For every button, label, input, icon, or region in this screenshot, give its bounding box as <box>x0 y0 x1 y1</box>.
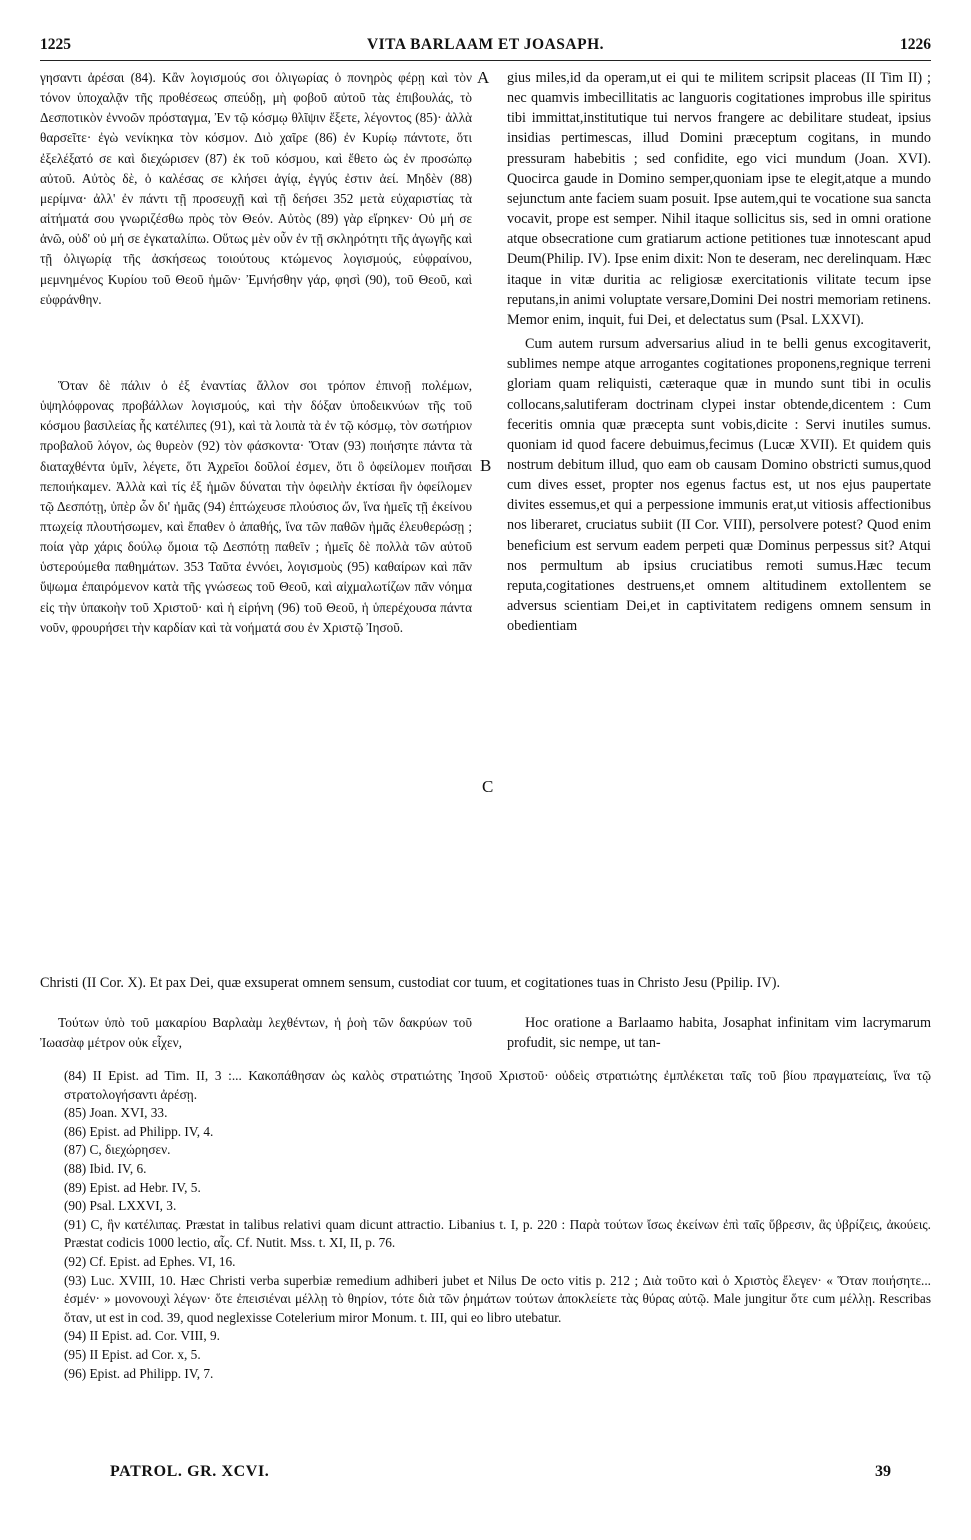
margin-marker-c: C <box>482 777 494 796</box>
footnote: (91) C, ἣν κατέλιπας. Præstat in talibus relativi quam dicunt attractio. Libanius t. I, p. 220 : Παρὰ τούτων ἴσως ἐκείνων ἐπὶ ταῖς ὕβρεσιν, ἃς ὑβρίζεις, ἀκούεις. Præstat codicis 1000 lectio, αἷς. Cf. Nutit. Mss. t. XI, II, p. 76. <box>64 1216 931 1251</box>
greek-paragraph-1: γησαντι ἀρέσαι (84). Κἂν λογισμούς σοι ὀλιγωρίας ὁ πονηρὸς φέρῃ καὶ τὸν τόνον ὑποχαλᾷν τῆς προθέσεως σπεύδῃ, μὴ φοβοῦ αὐτοῦ τὰς ἐπιβουλάς, τὸ Δεσποτικὸν ἐννοῶν πρόσταγμα, Ἐν τῷ κόσμῳ θλῖψιν ἕξετε, λέγοντος (85)· ἀλλὰ θαρσεῖτε· ἐγὼ νενίκηκα τὸν κόσμον. Διὸ χαῖρε (86) ἐν Κυρίῳ πάντοτε, ὅτι ἐξελέξατό σε καὶ διεχώρισεν (87) ἐκ τοῦ κόσμου, καὶ ἔθετο ὡς ἐν προσώπῳ αὐτοῦ. Αὐτὸς δὲ, ὁ καλέσας σε κλήσει ἁγίᾳ, ἐγγύς ἐστιν ἀεί. Μηδὲν (88) μερίμνα· ἀλλ' ἐν πάντι τῇ προσευχῇ καὶ τῇ δεήσει 352 μετὰ εὐχαριστίας τὰ αἰτήματά σου γνωριζέσθω πρὸς τὸν Θεόν. Αὐτὸς (89) γὰρ εἴρηκεν· Οὐ μή σε ἀνῶ, οὐδ' οὐ μή σε ἐγκαταλίπω. Οὕτως μὲν οὖν ἐν τῇ σκληρότητι τῆς ἀγωγῆς καὶ τῇ ὀλιγωρίᾳ τῆς ἀσκήσεως τοιούτους κτώμενος λογισμούς, εὐφραίνου, μεμνημένος Κυρίου τοῦ Θεοῦ ἡμῶν· Ἐμνήσθην γάρ, φησὶ (90), τοῦ Θεοῦ, καὶ εὐφράνθην. <box>40 70 472 307</box>
footer-series: PATROL. GR. XCVI. <box>110 1463 270 1480</box>
bottom-parallel-text <box>40 1013 931 1055</box>
column-number-left: 1225 <box>40 36 71 53</box>
column-number-right: 1226 <box>900 36 931 53</box>
footnote: (94) II Epist. ad. Cor. VIII, 9. <box>64 1328 220 1344</box>
footnote: (87) C, διεχώρησεν. <box>64 1142 171 1158</box>
footnote: (96) Epist. ad Philipp. IV, 7. <box>64 1365 214 1381</box>
footnote: (85) Joan. XVI, 33. <box>64 1105 168 1121</box>
margin-marker-b: B <box>480 456 492 475</box>
footnote: (92) Cf. Epist. ad Ephes. VI, 16. <box>64 1253 236 1269</box>
greek-paragraph-2: Ὅταν δὲ πάλιν ὁ ἐξ ἐναντίας ἄλλον σοι τρόπον ἐπινοῇ πολέμων, ὑψηλόφρονας προβάλλων λογισμούς, καὶ τὴν δόξαν ὑποδεικνύων τῆς τοῦ κόσμου βασιλείας ἧς κατέλιπες (91), καὶ τὰ λοιπὰ τὰ ἐν τῷ κόσμῳ, τὸν σωτήριον προβαλοῦ λόγον, ὡς θυρεὸν (92) τὸν φάσκοντα· Ὅταν (93) ποιήσητε πάντα τὰ διαταχθέντα ὑμῖν, λέγετε, ὅτι Ἀχρεῖοι δοῦλοί ἐσμεν, ὅτι ὃ ὀφείλομεν ποιῆσαι πεποιήκαμεν. Ἀλλὰ καὶ τίς ἐξ ἡμῶν δύναται τὴν ὀφειλὴν ἐκτίσαι ἣν ὀφείλομεν τῷ Δεσπότῃ, ὑπὲρ ὧν δι' ἡμᾶς (94) ἐπτώχευσε πλούσιος ὤν, ἵνα ἡμεῖς τῇ ἐκείνου πτωχείᾳ πλουτήσωμεν, καὶ ἔπαθεν ὁ ἀπαθής, ἵνα τῶν παθῶν ἡμᾶς ἐλευθερώσῃ ; ποία γὰρ χάρις δούλῳ ὅμοια τῷ Δεσπότῃ παθεῖν ; ἡμεῖς δὲ πολλὰ τῶν αὐτοῦ ὑστερούμεθα παθημάτων. 353 Ταῦτα ἐννόει, λογισμοὺς (95) καθαίρων καὶ πᾶν ὕψωμα ἐπαιρόμενον κατὰ τῆς γνώσεως τοῦ Θεοῦ, καὶ αἰχμαλωτίζων πᾶν νόημα εἰς τὴν ὑπακοὴν τοῦ Χριστοῦ· καὶ ἡ εἰρήνη (96) τοῦ Θεοῦ, ἡ ὑπερέχουσα πάντα νοῦν, φρουρήσει τὴν καρδίαν καὶ τὰ νοήματά σου ἐν Χριστῷ Ἰησοῦ. <box>40 377 472 635</box>
page-number: 39 <box>875 1463 891 1480</box>
bottom-latin: Hoc oratione a Barlaamo habita, Josaphat infinitam vim lacrymarum profudit, sic nempe, ut tan- <box>507 1015 931 1051</box>
latin-paragraph-2: Cum autem rursum adversarius aliud in te belli genus excogitaverit, sublimes nempe atque arrogantes cogitationes proponens,regnique terreni gloriam quam reliquisti, cæteraque quæ in mundo sunt tibi in oculis collocans,salutiferam doctrinam clypei instar obtende,dicentem : Cum feceritis omnia quæ præcepta sunt vobis,dicite : Servi inutiles sumus. quoniam id quod facere debuimus,fecimus (Lucæ XVII). Et quidem quis nostrum debitum illud, quo eam ob causam Domino obstricti sumus,quod cum dives esset, propter nos egenus factus est, ut nos ejus paupertate divites essemus,et qui a perpessione immunis erat,ut vitiosis affectionibus nos liberaret, cruciatus subiit (II Cor. VIII), persolvere potest? Quod enim beneficium est servum eadem perpeti quæ Dominus perpessus sit? Atqui nos permultum ab ipsius cruciatibus remoti sumus.Hæc tecum reputa,cogitationes destruens,et omnem altitudinem extollentem se adversus scientiam Dei,et in captivitatem redigens omnem sensum in obedientiam <box>507 336 931 635</box>
header-rule <box>40 60 931 61</box>
latin-column <box>507 68 931 636</box>
bottom-greek: Τούτων ὑπὸ τοῦ μακαρίου Βαρλαὰμ λεχθέντων, ἡ ῥοὴ τῶν δακρύων τοῦ Ἰωασὰφ μέτρον οὐκ εἶχεν, <box>40 1015 472 1050</box>
margin-marker-a: A <box>477 68 490 87</box>
footnote: (90) Psal. LXXVI, 3. <box>64 1198 177 1214</box>
footnote: (89) Epist. ad Hebr. IV, 5. <box>64 1179 201 1195</box>
footnote: (86) Epist. ad Philipp. IV, 4. <box>64 1123 214 1139</box>
footnote: (95) II Epist. ad Cor. x, 5. <box>64 1346 201 1362</box>
latin-paragraph-1: gius miles,id da operam,ut ei qui te militem scripsit placeas (II Tim II) ; nec quamvis imbecillitatis ac languoris cogitationes improbus ille spiritus tibi immittat,institutique tui nervos frangere ac debilitare studeat, ipsius insidias pertimescas, illud Domini præceptum cogitans, in mundo pressuram habebitis ; sed confidite, ego vici mundum (Joan. XVI). Quocirca gaude in Domino semper,quoniam ipse te elegit,atque a mundo sejunctum ante faciem suam posuit. Ipse autem,qui te vocatione sua sancta vocavit, prope est semper. Nihil itaque sollicitus sis, sed in omni oratione atque obsecratione cum gratiarum actione petitiones tuæ innotescant apud Deum(Philip. IV). Ipse enim dixit: Non te deseram, nec derelinquam. Hæc itaque in vitæ duritia ac religiosæ exercitationis vilitate tecum ipse reputans,in animi voluptate versare,Domini Dei nostri memoriam retinens. Memor enim, inquit, fui Dei, et delectatus sum (Psal. LXXVI). <box>507 70 931 328</box>
footnote: (93) Luc. XVIII, 10. Hæc Christi verba superbiæ remedium adhiberi jubet et Nilus De octo vitis p. 212 ; Διὰ τοῦτο καὶ ὁ Χριστὸς ἔλεγεν· « Ὅταν ποιήσητε... ἐσμέν· » μονονουχὶ λέγων· ὅτε ἐπεισιέναι μέλλῃ τὸ θηρίον, τότε διὰ τῶν ῥημάτων τούτων ἀποκλείετε τὰς θύρας αὐτῷ. Male jungitur ὅτε cum μέλλῃ. Rescribas ὅταν, ut est in cod. 39, quod neglexisse Cotelerium miror Monum. t. III, qui eo libro utebatur. <box>64 1272 931 1325</box>
running-title: VITA BARLAAM ET JOASAPH. <box>366 36 605 53</box>
page-footer <box>40 1463 931 1487</box>
footnote: (88) Ibid. IV, 6. <box>64 1160 147 1176</box>
footnote: (84) II Epist. ad Tim. II, 3 :... Κακοπάθησαν ὡς καλὸς στρατιώτης Ἰησοῦ Χριστοῦ· οὐδεὶς στρατιώτης ἐμπλέκεται ταῖς τοῦ βίου πραγματείαις, ἵνα τῷ στρατολογήσαντι ἀρέσῃ. <box>64 1068 931 1102</box>
greek-column <box>40 68 472 638</box>
footnotes <box>40 1067 931 1383</box>
running-header <box>40 36 931 58</box>
full-width-line: Christi (II Cor. X). Et pax Dei, quæ exsuperat omnem sensum, custodiat cor tuum, et cogitationes tuas in Christo Jesu (Ppilip. IV). <box>40 975 781 991</box>
